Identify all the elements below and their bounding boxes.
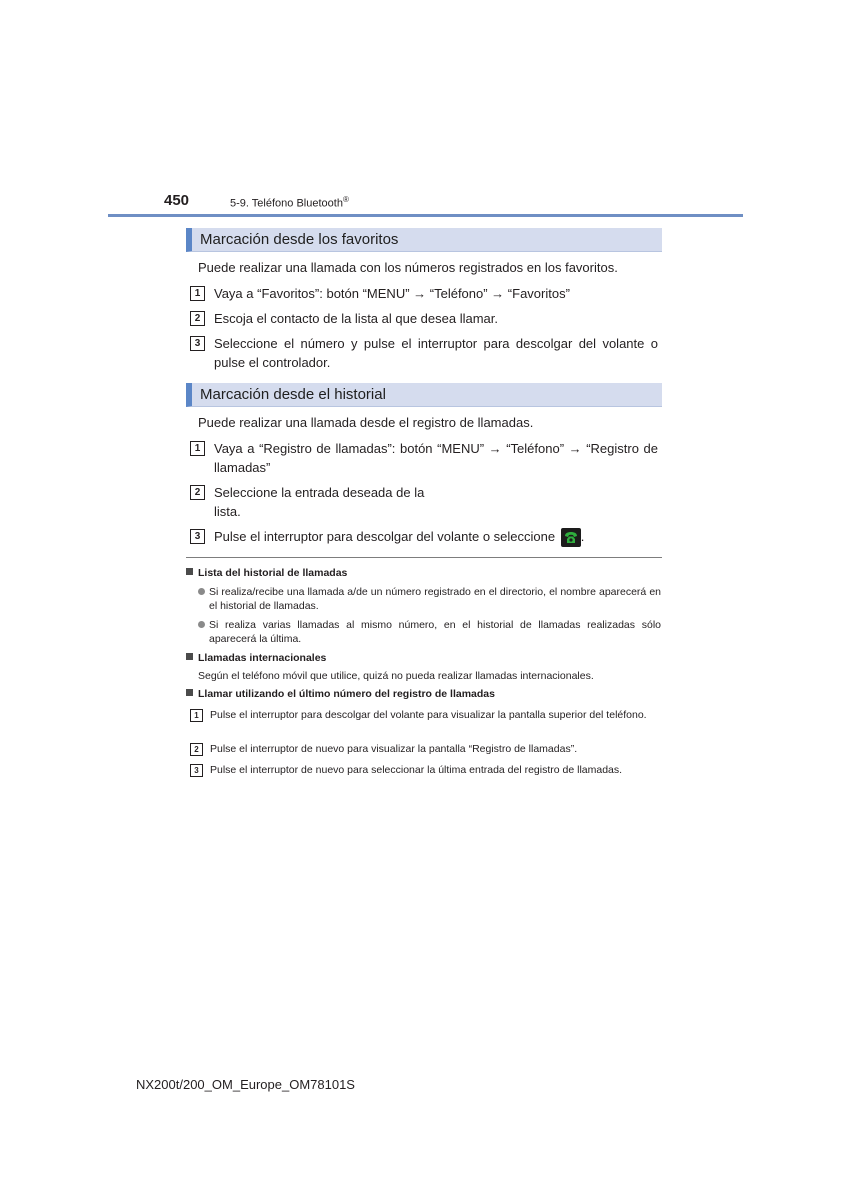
section-title: Marcación desde el historial bbox=[200, 386, 386, 403]
square-bullet-icon bbox=[186, 653, 193, 660]
step-number: 2 bbox=[190, 743, 203, 756]
step-text-line: lista. bbox=[214, 504, 241, 519]
step-number: 1 bbox=[190, 441, 205, 456]
step-number: 3 bbox=[190, 529, 205, 544]
phone-call-icon bbox=[561, 528, 581, 547]
page-number: 450 bbox=[164, 192, 190, 209]
step-text-end: . bbox=[580, 529, 585, 544]
footer-code: NX200t/200_OM_Europe_OM78101S bbox=[136, 1077, 355, 1092]
step-text: Pulse el interruptor para descolgar del volante para visualizar la pantalla superior del teléfono. bbox=[210, 709, 647, 721]
step-text: Pulse el interruptor de nuevo para seleccionar la última entrada del registro de llamadas. bbox=[210, 764, 623, 776]
section-intro: Puede realizar una llamada con los números registrados en los favoritos. bbox=[198, 260, 618, 275]
step-text: Escoja el contacto de la lista al que desea llamar. bbox=[214, 311, 499, 326]
step-number: 3 bbox=[190, 336, 205, 351]
step-text: Seleccione el número y pulse el interruptor para descolgar del volante o pulse el controlador. bbox=[214, 336, 658, 370]
step-number: 2 bbox=[190, 485, 205, 500]
note-bullet-text: Si realiza varias llamadas al mismo número, en el historial de llamadas realizadas sólo aparecerá la última. bbox=[209, 619, 661, 645]
step-number: 1 bbox=[190, 709, 203, 722]
round-bullet-icon bbox=[198, 621, 205, 628]
step-text: Vaya a “Favoritos”: botón “MENU” → “Teléfono” → “Favoritos” bbox=[214, 286, 570, 301]
step-text-line: Seleccione la entrada deseada de la bbox=[214, 485, 425, 500]
step-number: 1 bbox=[190, 286, 205, 301]
registered-mark: ® bbox=[342, 195, 349, 204]
separator-rule bbox=[186, 557, 662, 558]
note-heading bbox=[186, 651, 326, 665]
note-heading-text: Llamadas internacionales bbox=[198, 652, 327, 664]
section-title: Marcación desde los favoritos bbox=[200, 231, 399, 248]
note-heading bbox=[186, 687, 495, 701]
section-heading-favorites bbox=[186, 228, 662, 252]
note-text: Según el teléfono móvil que utilice, quizá no pueda realizar llamadas internacionales. bbox=[198, 670, 594, 682]
step-number: 3 bbox=[190, 764, 203, 777]
step-text bbox=[214, 527, 658, 547]
note-heading bbox=[186, 566, 347, 580]
step-text-main: Pulse el interruptor para descolgar del volante o seleccione bbox=[214, 529, 556, 544]
header-rule bbox=[108, 214, 743, 217]
round-bullet-icon bbox=[198, 588, 205, 595]
square-bullet-icon bbox=[186, 568, 193, 575]
note-heading-text: Llamar utilizando el último número del registro de llamadas bbox=[198, 688, 495, 700]
note-bullet-text: Si realiza/recibe una llamada a/de un número registrado en el directorio, el nombre aparecerá en el historial de llamadas. bbox=[209, 586, 661, 612]
chapter-title-text: 5-9. Teléfono Bluetooth bbox=[230, 197, 343, 210]
section-heading-history bbox=[186, 383, 662, 407]
step-text bbox=[214, 483, 658, 521]
step-number: 2 bbox=[190, 311, 205, 326]
square-bullet-icon bbox=[186, 689, 193, 696]
section-intro: Puede realizar una llamada desde el registro de llamadas. bbox=[198, 415, 534, 430]
note-heading-text: Lista del historial de llamadas bbox=[198, 567, 348, 579]
step-text: Pulse el interruptor de nuevo para visualizar la pantalla “Registro de llamadas”. bbox=[210, 743, 578, 755]
step-text: Vaya a “Registro de llamadas”: botón “MENU” → “Teléfono” → “Registro de llamadas” bbox=[214, 441, 658, 475]
chapter-title bbox=[230, 195, 349, 210]
page-header bbox=[0, 186, 848, 226]
